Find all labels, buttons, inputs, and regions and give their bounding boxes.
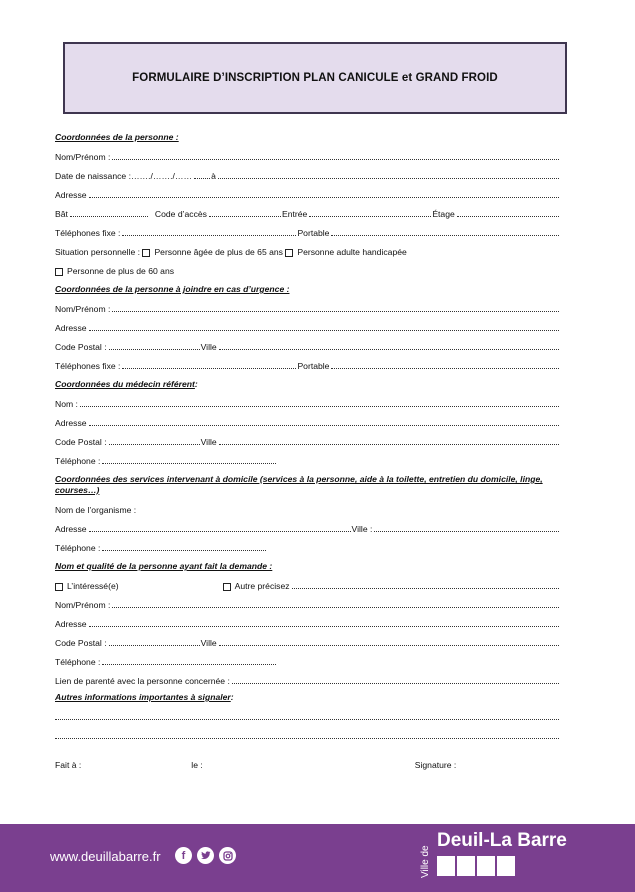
checkbox-over-65[interactable] xyxy=(142,249,150,257)
person-name-field[interactable] xyxy=(112,159,559,160)
emergency-city-field[interactable] xyxy=(219,349,559,350)
doctor-city-field[interactable] xyxy=(219,444,559,445)
requester-phone-line: Téléphone : xyxy=(55,648,560,667)
situation-line: Situation personnelle : Personne âgée de plus de 65 ans Personne adulte handicapée xyxy=(55,247,407,257)
crest-icon xyxy=(497,856,515,876)
twitter-icon[interactable] xyxy=(197,847,214,864)
crest-icon xyxy=(457,856,475,876)
requester-address-line: Adresse xyxy=(55,610,560,629)
emergency-phone-line: Téléphones fixe : Portable xyxy=(55,352,560,371)
emergency-landline-field[interactable] xyxy=(122,368,296,369)
section-requester-heading: Nom et qualité de la personne ayant fait la demande : xyxy=(55,561,273,571)
person-birth-line: Date de naissance :……./……./…… à xyxy=(55,162,560,181)
form-title: FORMULAIRE D’INSCRIPTION PLAN CANICULE et GRAND FROID xyxy=(132,72,498,84)
floor-field[interactable] xyxy=(457,216,559,217)
doctor-address-line: Adresse xyxy=(55,409,560,428)
doctor-phone-line: Téléphone : xyxy=(55,447,560,466)
section-emergency-heading: Coordonnées de la personne à joindre en cas d’urgence : xyxy=(55,284,290,294)
crest-icon xyxy=(437,856,455,876)
person-landline-field[interactable] xyxy=(122,235,296,236)
requester-name-line: Nom/Prénom : xyxy=(55,591,560,610)
footer-bar xyxy=(0,824,635,892)
birthdate-field[interactable] xyxy=(194,178,210,179)
emergency-name-line: Nom/Prénom : xyxy=(55,295,560,314)
person-address-field[interactable] xyxy=(89,197,559,198)
doctor-name-field[interactable] xyxy=(80,406,559,407)
services-address-field[interactable] xyxy=(89,531,351,532)
doctor-phone-field[interactable] xyxy=(102,463,276,464)
requester-phone-field[interactable] xyxy=(102,664,276,665)
access-code-field[interactable] xyxy=(209,216,281,217)
birthplace-field[interactable] xyxy=(218,178,559,179)
section-person-heading: Coordonnées de la personne : xyxy=(55,132,179,142)
emergency-postal-line: Code Postal : Ville xyxy=(55,333,560,352)
person-name-line: Nom/Prénom : xyxy=(55,143,560,162)
other-info-field-2[interactable] xyxy=(55,738,559,739)
services-phone-field[interactable] xyxy=(102,550,266,551)
form-title-box xyxy=(63,42,567,114)
person-building-line: Bât Code d’accès Entrée Étage xyxy=(55,200,560,219)
person-mobile-field[interactable] xyxy=(331,235,559,236)
emergency-address-line: Adresse xyxy=(55,314,560,333)
brand-prefix: Ville de xyxy=(420,845,431,879)
doctor-postal-line: Code Postal : Ville xyxy=(55,428,560,447)
checkbox-disabled-adult[interactable] xyxy=(285,249,293,257)
instagram-icon[interactable] xyxy=(219,847,236,864)
section-doctor-heading: Coordonnées du médecin référent: xyxy=(55,379,198,389)
doctor-name-line: Nom : xyxy=(55,390,560,409)
checkbox-other[interactable] xyxy=(223,583,231,591)
signature-line: Fait à : le : Signature : xyxy=(55,760,457,770)
emergency-address-field[interactable] xyxy=(89,330,559,331)
services-address-line: Adresse Ville : xyxy=(55,515,560,534)
services-org-line: Nom de l’organisme : xyxy=(55,505,137,515)
footer-url[interactable]: www.deuillabarre.fr xyxy=(50,849,161,864)
requester-postal-field[interactable] xyxy=(109,645,200,646)
other-info-line-1 xyxy=(55,703,560,722)
other-info-field-1[interactable] xyxy=(55,719,559,720)
services-city-field[interactable] xyxy=(374,531,559,532)
section-other-info-heading: Autres informations importantes à signaler: xyxy=(55,692,234,702)
requester-address-field[interactable] xyxy=(89,626,559,627)
emergency-name-field[interactable] xyxy=(112,311,559,312)
doctor-address-field[interactable] xyxy=(89,425,559,426)
requester-type-line: L’intéressé(e) Autre précisez xyxy=(55,572,560,591)
requester-city-field[interactable] xyxy=(219,645,559,646)
form-content xyxy=(55,132,560,770)
brand-name: Deuil-La Barre xyxy=(437,830,567,851)
other-info-line-2 xyxy=(55,722,560,741)
emergency-postal-field[interactable] xyxy=(109,349,200,350)
requester-name-field[interactable] xyxy=(112,607,559,608)
requester-postal-line: Code Postal : Ville xyxy=(55,629,560,648)
situation-line-2: Personne de plus de 60 ans xyxy=(55,257,560,276)
requester-relation-line: Lien de parenté avec la personne concernée : xyxy=(55,667,560,686)
checkbox-self[interactable] xyxy=(55,583,63,591)
section-services-heading: Coordonnées des services intervenant à domicile (services à la personne, aide à la toilette, entretien du domicile, linge, courses…) xyxy=(55,474,543,495)
emergency-mobile-field[interactable] xyxy=(331,368,559,369)
building-field[interactable] xyxy=(70,216,148,217)
facebook-icon[interactable]: f xyxy=(175,847,192,864)
person-phone-line: Téléphones fixe : Portable xyxy=(55,219,560,238)
crest-icon xyxy=(477,856,495,876)
relation-field[interactable] xyxy=(232,683,559,684)
person-address-line: Adresse xyxy=(55,181,560,200)
doctor-postal-field[interactable] xyxy=(109,444,200,445)
other-specify-field[interactable] xyxy=(292,588,559,589)
entrance-field[interactable] xyxy=(309,216,431,217)
services-phone-line: Téléphone : xyxy=(55,534,560,553)
checkbox-over-60[interactable] xyxy=(55,268,63,276)
